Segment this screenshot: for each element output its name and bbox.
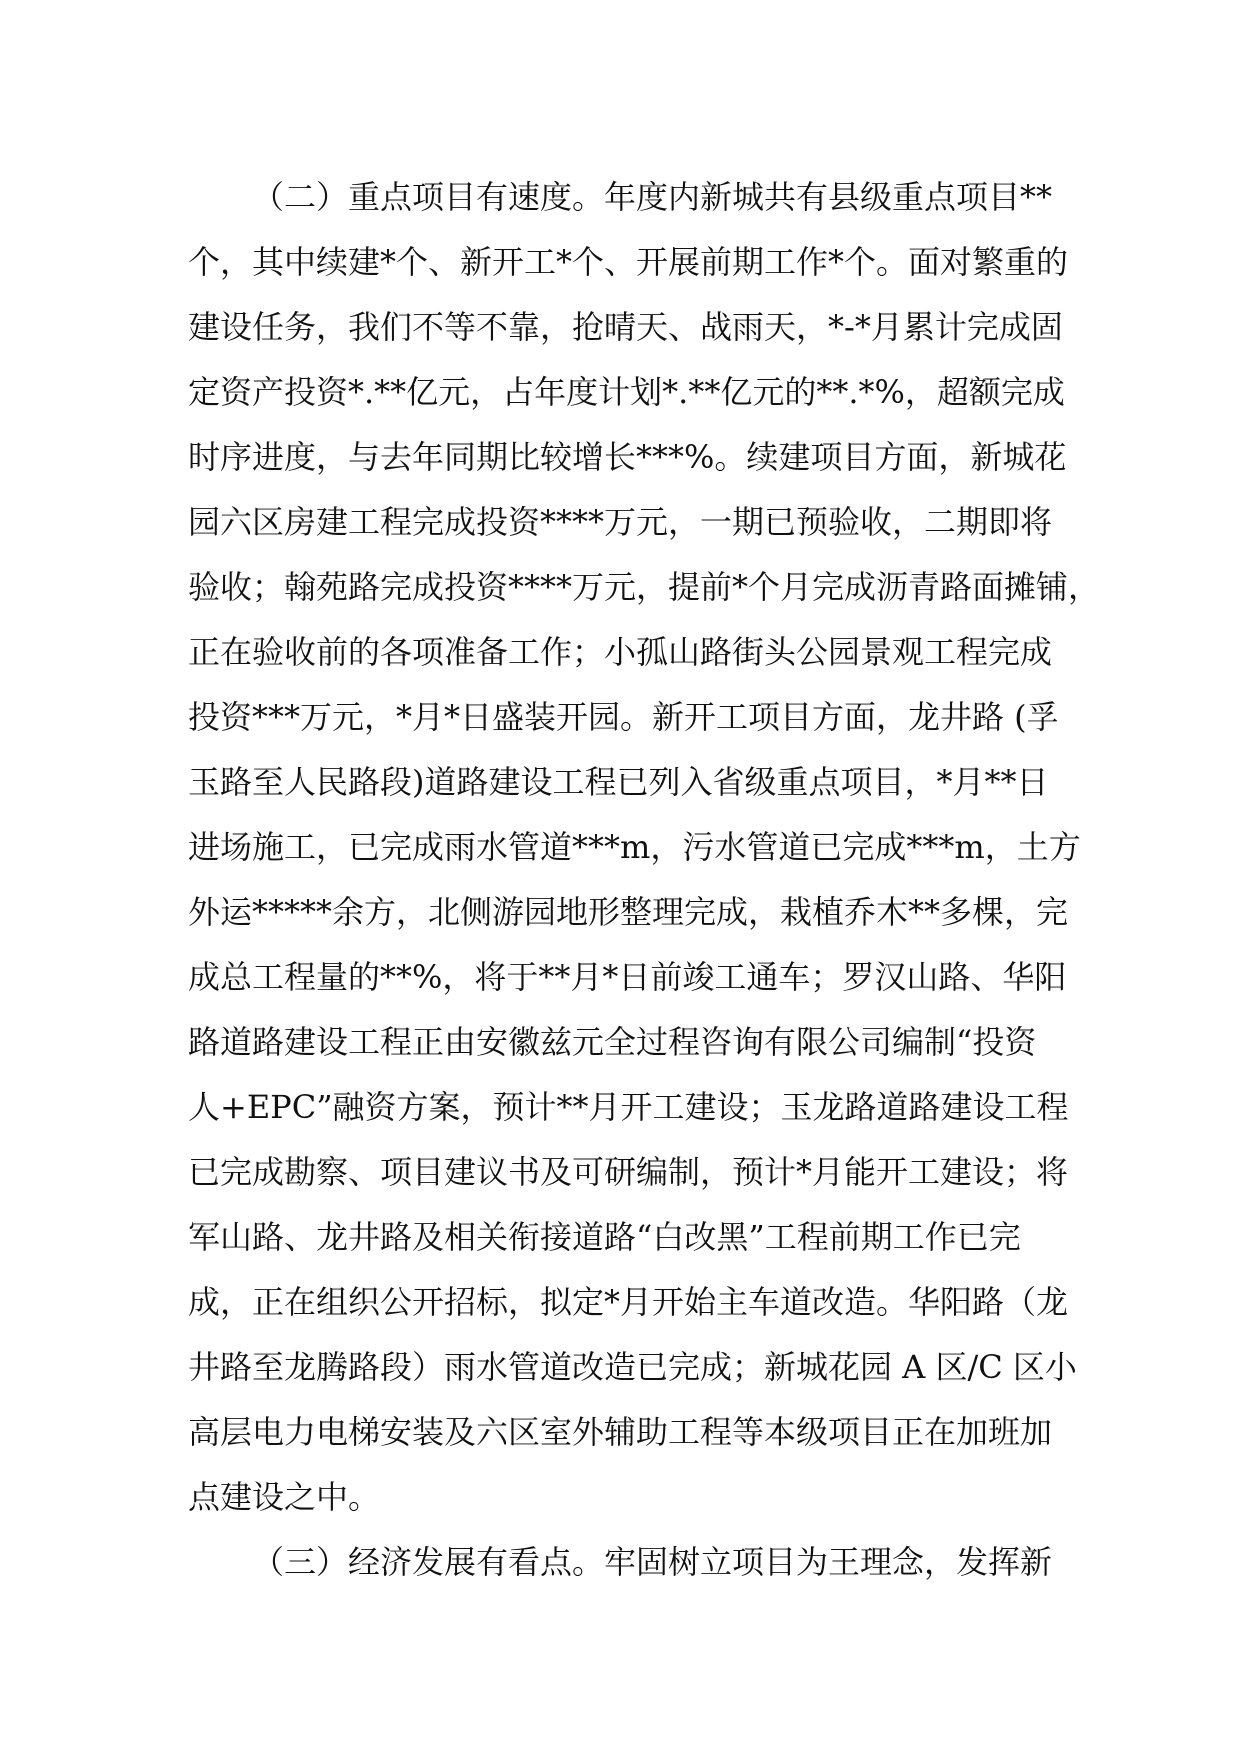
paragraph-line: 验收；翰苑路完成投资****万元，提前*个月完成沥青路面摊铺， <box>188 568 1101 606</box>
paragraph-line: 进场施工，已完成雨水管道***m，污水管道已完成***m，土方 <box>188 828 1081 866</box>
paragraph-line: 正在验收前的各项准备工作；小孤山路街头公园景观工程完成 <box>188 633 1053 671</box>
paragraph-line: 已完成勘察、项目建议书及可研编制，预计*月能开工建设；将 <box>188 1153 1069 1191</box>
document-body <box>188 165 1101 1595</box>
paragraph-line: 建设任务，我们不等不靠，抢晴天、战雨天，*-*月累计完成固 <box>188 308 1063 346</box>
paragraph-line: 成总工程量的**%，将于**月*日前竣工通车；罗汉山路、华阳 <box>188 958 1067 996</box>
paragraph-line: 时序进度，与去年同期比较增长***%。续建项目方面，新城花 <box>188 438 1067 476</box>
paragraph-line: 投资***万元，*月*日盛装开园。新开工项目方面，龙井路 (孚 <box>188 698 1059 736</box>
paragraph-line: 外运*****余方，北侧游园地形整理完成，栽植乔木**多棵，完 <box>188 893 1069 931</box>
paragraph-line: 高层电力电梯安装及六区室外辅助工程等本级项目正在加班加 <box>188 1413 1053 1451</box>
paragraph-line: 园六区房建工程完成投资****万元，一期已预验收，二期即将 <box>188 503 1053 541</box>
paragraph-line: 成，正在组织公开招标，拟定*月开始主车道改造。华阳路（龙 <box>188 1283 1069 1321</box>
paragraph-line: 玉路至人民路段)道路建设工程已列入省级重点项目，*月**日 <box>188 763 1049 801</box>
paragraph-line: 定资产投资*.**亿元，占年度计划*.**亿元的**.*%，超额完成 <box>188 373 1065 411</box>
paragraph-line: （三）经济发展有看点。牢固树立项目为王理念，发挥新 <box>252 1543 1053 1581</box>
paragraph-line: 人+EPC”融资方案，预计**月开工建设；玉龙路道路建设工程 <box>188 1088 1069 1126</box>
paragraph-line: 军山路、龙井路及相关衔接道路“白改黑”工程前期工作已完 <box>188 1218 1021 1256</box>
paragraph-line: 点建设之中。 <box>188 1478 381 1516</box>
paragraph-line: 井路至龙腾路段）雨水管道改造已完成；新城花园 A 区/C 区小 <box>188 1348 1077 1386</box>
paragraph-line: （二）重点项目有速度。年度内新城共有县级重点项目** <box>252 178 1053 216</box>
paragraph-line: 个，其中续建*个、新开工*个、开展前期工作*个。面对繁重的 <box>188 243 1069 281</box>
paragraph-line: 路道路建设工程正由安徽兹元全过程咨询有限公司编制“投资 <box>188 1023 1037 1061</box>
